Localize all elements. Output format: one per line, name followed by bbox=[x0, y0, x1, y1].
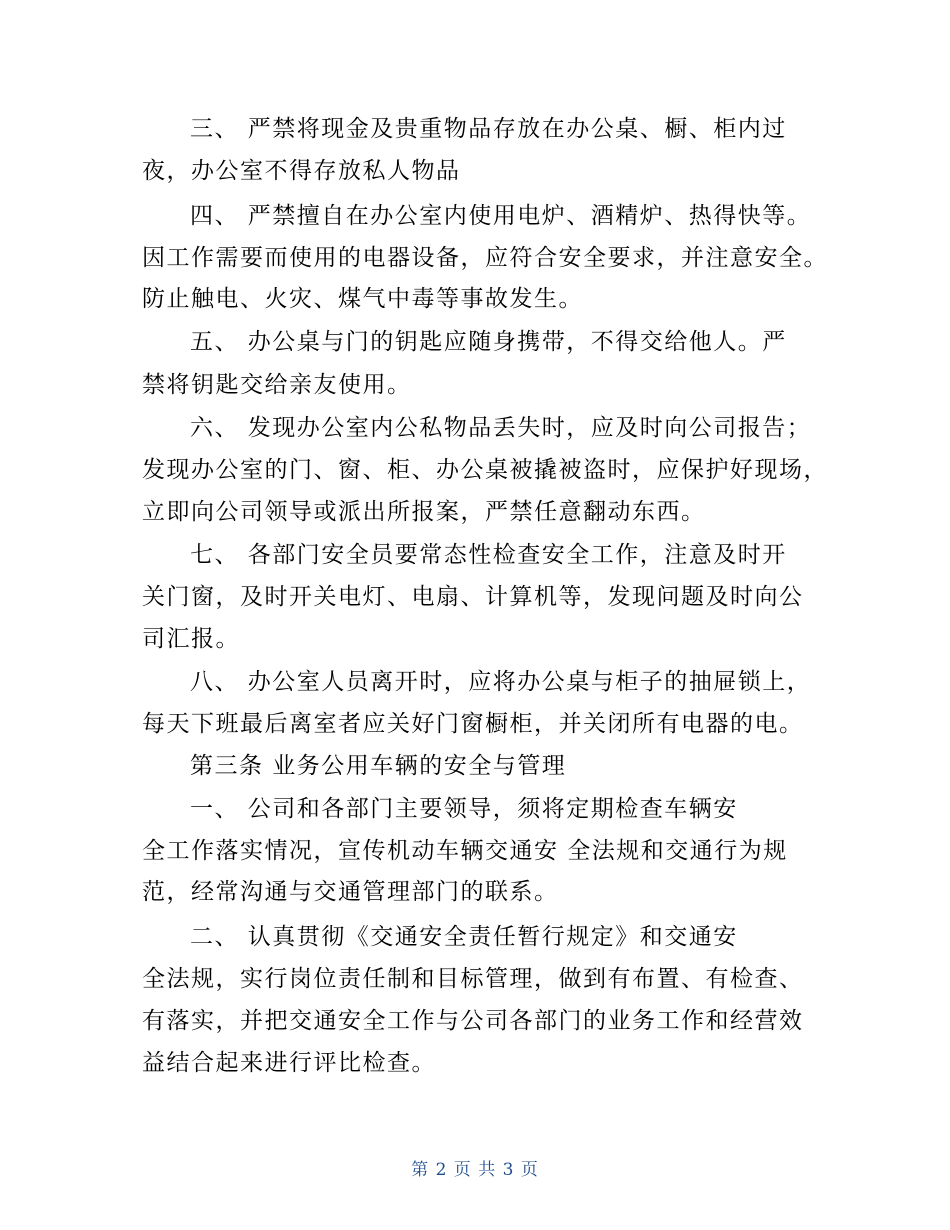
text-line: 防止触电、火灾、煤气中毒等事故发生。 bbox=[142, 286, 583, 312]
text-line: 全法规，实行岗位责任制和目标管理，做到有布置、有检查、 bbox=[142, 966, 804, 992]
section-heading: 第三条 业务公用车辆的安全与管理 bbox=[190, 753, 567, 779]
text-line: 禁将钥匙交给亲友使用。 bbox=[142, 372, 412, 398]
text-line: 六、 发现办公室内公私物品丢失时，应及时向公司报告； bbox=[190, 415, 812, 441]
text-line: 二、 认真贯彻《交通安全责任暂行规定》和交通安 bbox=[190, 924, 738, 950]
text-line: 因工作需要而使用的电器设备，应符合安全要求，并注意安全。 bbox=[142, 245, 828, 271]
text-line: 关门窗，及时开关电灯、电扇、计算机等，发现问题及时向公 bbox=[142, 584, 804, 610]
text-line: 立即向公司领导或派出所报案，严禁任意翻动东西。 bbox=[142, 499, 706, 525]
text-line: 三、 严禁将现金及贵重物品存放在办公桌、橱、柜内过 bbox=[190, 116, 787, 142]
text-line: 每天下班最后离室者应关好门窗橱柜，并关闭所有电器的电。 bbox=[142, 711, 804, 737]
page-number-footer: 第 2 页 共 3 页 bbox=[411, 1160, 539, 1180]
text-line: 七、 各部门安全员要常态性检查安全工作，注意及时开 bbox=[190, 542, 787, 568]
text-line: 发现办公室的门、窗、柜、办公桌被撬被盗时，应保护好现场， bbox=[142, 457, 828, 483]
text-line: 五、 办公桌与门的钥匙应随身携带，不得交给他人。严 bbox=[190, 329, 787, 355]
text-line: 司汇报。 bbox=[142, 626, 240, 652]
text-line: 范，经常沟通与交通管理部门的联系。 bbox=[142, 879, 559, 905]
text-line: 益结合起来进行评比检查。 bbox=[142, 1050, 436, 1076]
text-line: 夜，办公室不得存放私人物品 bbox=[142, 158, 461, 184]
text-line: 全工作落实情况，宣传机动车辆交通安 全法规和交通行为规 bbox=[142, 838, 788, 864]
text-line: 有落实，并把交通安全工作与公司各部门的业务工作和经营效 bbox=[142, 1008, 804, 1034]
text-line: 一、 公司和各部门主要领导，须将定期检查车辆安 bbox=[190, 796, 738, 822]
text-line: 八、 办公室人员离开时，应将办公桌与柜子的抽屉锁上， bbox=[190, 669, 812, 695]
text-line: 四、 严禁擅自在办公室内使用电炉、酒精炉、热得快等。 bbox=[190, 203, 812, 229]
